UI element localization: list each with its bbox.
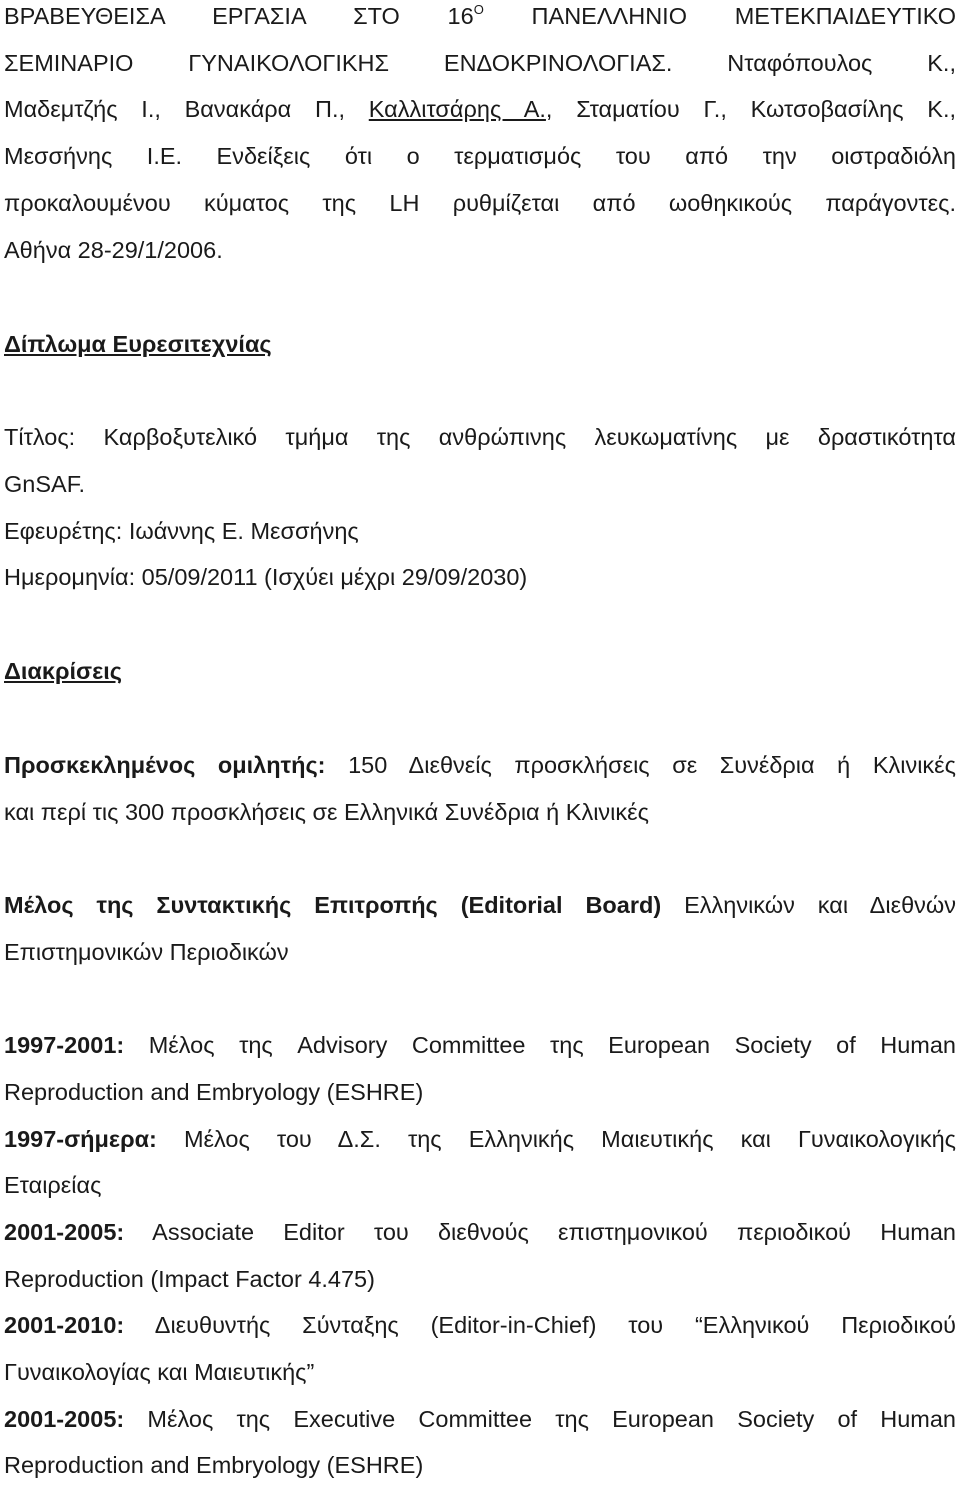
role-3-line-2: Reproduction (Impact Factor 4.475) <box>4 1266 375 1292</box>
patent-date: Ημερομηνία: 05/09/2011 (Ισχύει μέχρι 29/09/2030) <box>4 564 528 590</box>
role-years: 1997-2001: <box>4 1032 125 1058</box>
role-5-line-2: Reproduction and Embryology (ESHRE) <box>4 1452 424 1478</box>
seminar-line-6: Αθήνα 28-29/1/2006. <box>4 237 223 263</box>
role-4-line-2: Γυναικολογίας και Μαιευτικής” <box>4 1359 315 1385</box>
role-years: 2001-2010: <box>4 1312 125 1338</box>
seminar-line-4: Μεσσήνης Ι.Ε. Ενδείξεις ότι ο τερματισμός του από την οιστραδιόλη <box>4 143 956 169</box>
role-1-line-2: Reproduction and Embryology (ESHRE) <box>4 1079 424 1105</box>
seminar-line-3: Μαδεμτζής Ι., Βανακάρα Π., Καλλιτσάρης Α., Σταματίου Γ., Κωτσοβασίλης Κ., <box>4 96 956 122</box>
editorial-board-label: Μέλος της Συντακτικής Επιτροπής (Editorial Board) <box>4 892 662 918</box>
patent-title-line-2: GnSAF. <box>4 471 85 497</box>
role-5-line-1: 2001-2005: Μέλος της Executive Committee της European Society of Human <box>4 1406 956 1432</box>
role-2-line-1: 1997-σήμερα: Μέλος του Δ.Σ. της Ελληνικής Μαιευτικής και Γυναικολογικής <box>4 1126 956 1152</box>
role-years: 2001-2005: <box>4 1406 125 1432</box>
invited-speaker-line-2: και περί τις 300 προσκλήσεις σε Ελληνικά Συνέδρια ή Κλινικές <box>4 799 649 825</box>
role-years: 1997-σήμερα: <box>4 1126 157 1152</box>
distinctions-heading: Διακρίσεις <box>4 658 123 684</box>
role-4-line-1: 2001-2010: Διευθυντής Σύνταξης (Editor-in-Chief) του “Ελληνικού Περιοδικού <box>4 1312 956 1338</box>
invited-speaker-label: Προσκεκλημένος ομιλητής: <box>4 752 326 778</box>
patent-heading: Δίπλωμα Ευρεσιτεχνίας <box>4 331 272 357</box>
patent-title-line-1: Τίτλος: Καρβοξυτελικό τμήμα της ανθρώπινης λευκωματίνης με δραστικότητα <box>4 424 956 450</box>
seminar-line-1: ΒΡΑΒΕΥΘΕΙΣΑ ΕΡΓΑΣΙΑ ΣΤΟ $16^O$ ΠΑΝΕΛΛΗΝΙΟ ΜΕΤΕΚΠΑΙΔΕΥΤΙΚΟ <box>4 2 956 29</box>
role-2-line-2: Εταιρείας <box>4 1172 102 1198</box>
underlined-author: Καλλιτσάρης Α. <box>368 96 546 122</box>
invited-speaker-line-1: Προσκεκλημένος ομιλητής: 150 Διεθνείς προσκλήσεις σε Συνέδρια ή Κλινικές <box>4 752 956 778</box>
editorial-board-line-2: Επιστημονικών Περιοδικών <box>4 939 289 965</box>
seminar-line-5: προκαλουμένου κύματος της LH ρυθμίζεται από ωοθηκικούς παράγοντες. <box>4 190 956 216</box>
editorial-board-line-1: Μέλος της Συντακτικής Επιτροπής (Editorial Board) Ελληνικών και Διεθνών <box>4 892 956 918</box>
seminar-line-2: ΣΕΜΙΝΑΡΙΟ ΓΥΝΑΙΚΟΛΟΓΙΚΗΣ ΕΝΔΟΚΡΙΝΟΛΟΓΙΑΣ. Νταφόπουλος Κ., <box>4 50 956 76</box>
superscript-o: Ο <box>473 2 484 17</box>
patent-inventor: Εφευρέτης: Ιωάννης Ε. Μεσσήνης <box>4 518 359 544</box>
role-1-line-1: 1997-2001: Μέλος της Advisory Committee της European Society of Human <box>4 1032 956 1058</box>
role-years: 2001-2005: <box>4 1219 125 1245</box>
role-3-line-1: 2001-2005: Associate Editor του διεθνούς επιστημονικού περιοδικού Human <box>4 1219 957 1245</box>
